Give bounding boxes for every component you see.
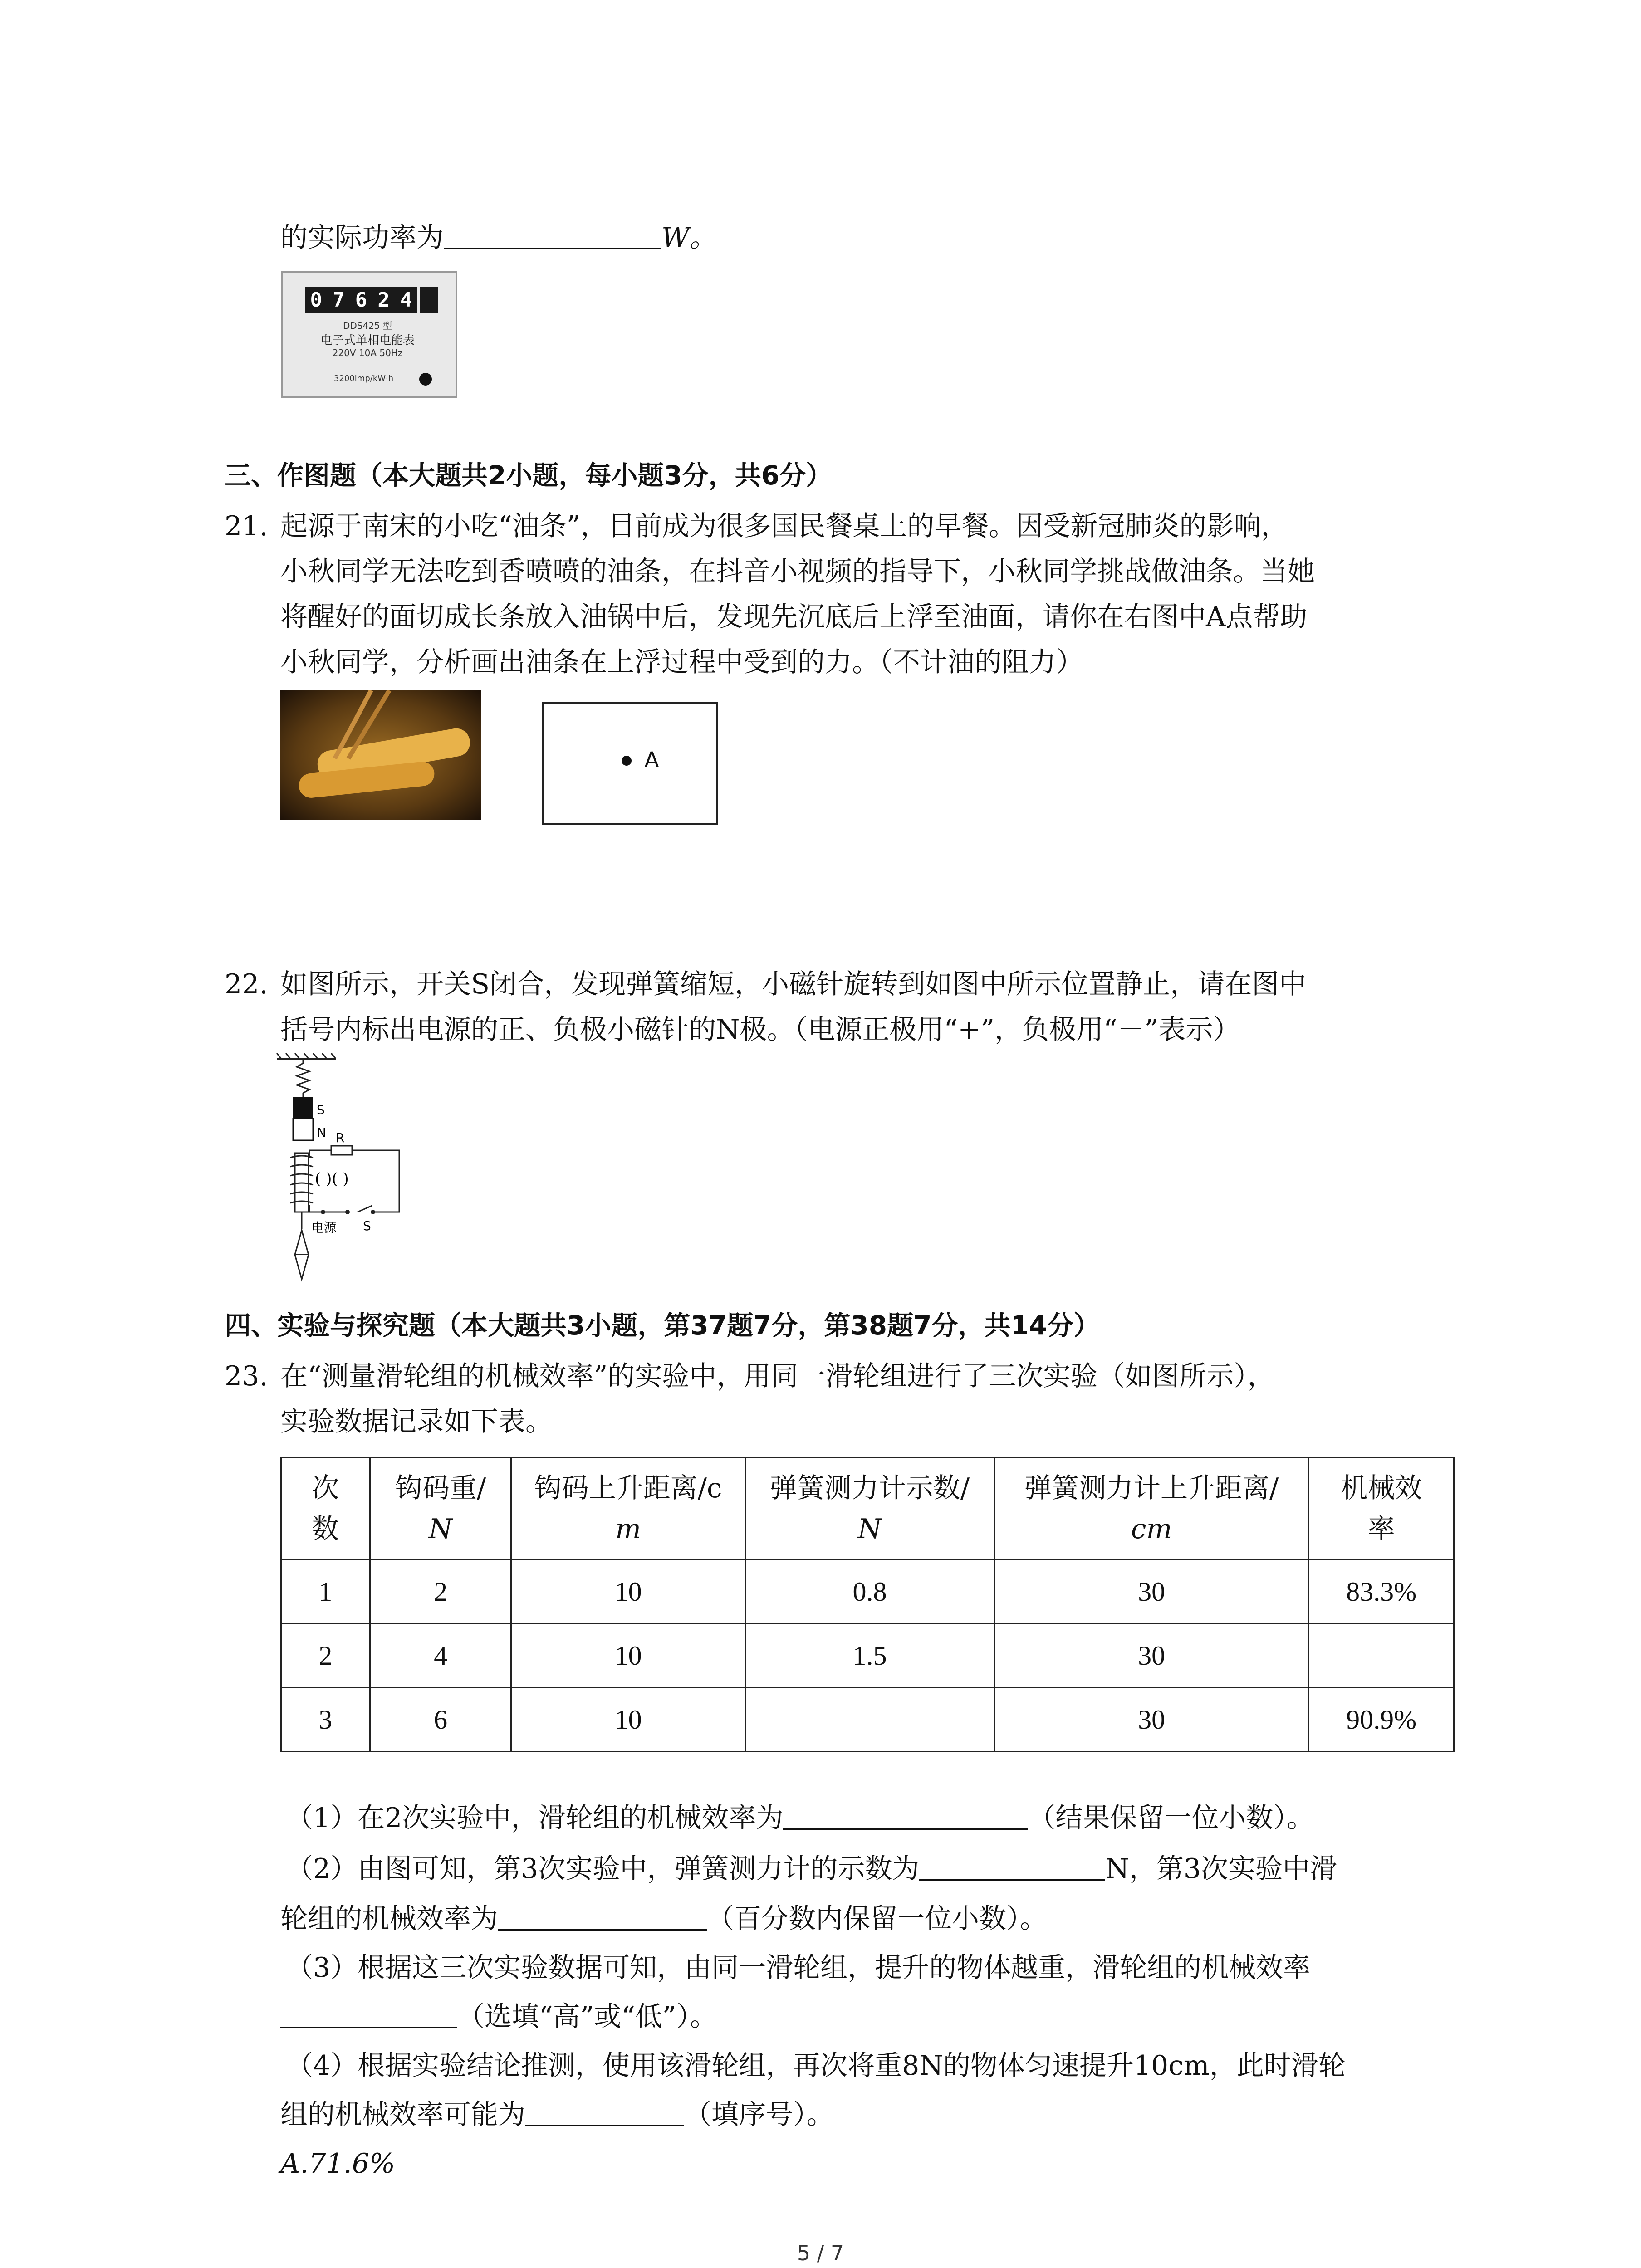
meter-digit: 0 (310, 288, 323, 312)
meter-kwh-icon (420, 287, 438, 313)
section-3-title: 三、作图题（本大题共2小题，每小题3分，共6分） (225, 460, 833, 491)
magnet-n-label: N (317, 1125, 326, 1140)
q23-sub4-line1: （4）根据实验结论推测，使用该滑轮组，再次将重8N的物体匀速提升10cm，此时滑轮 (286, 2050, 1346, 2082)
q23-line: 在“测量滑轮组的机械效率”的实验中，用同一滑轮组进行了三次实验（如图所示）， (280, 1360, 1275, 1392)
table-header-row (281, 1458, 1454, 1560)
table-cell-blank[interactable] (745, 1688, 994, 1752)
table-header-cell: 弹簧测力计上升距离/ cm (994, 1458, 1309, 1560)
meter-digit-window (305, 287, 417, 313)
q23-sub4-line2: 组的机械效率可能为 （填序号）。 (280, 2096, 834, 2134)
table-cell: 1.5 (745, 1624, 994, 1688)
resistor-label: R (336, 1130, 345, 1145)
table-row (281, 1688, 1454, 1752)
meter-spec: 220V 10A 50Hz (332, 347, 403, 358)
q23-sub4-blank[interactable] (525, 2097, 684, 2126)
q20-unit: W。 (661, 222, 717, 254)
table-header-cell: 机械效 率 (1309, 1458, 1454, 1560)
table-cell: 6 (370, 1688, 511, 1752)
meter-digit: 2 (377, 288, 390, 312)
q20-tail-line (280, 219, 717, 257)
q21-line: 将醒好的面切成长条放入油锅中后，发现先沉底后上浮至油面，请你在右图中A点帮助 (280, 601, 1308, 633)
q23-sub1-blank[interactable] (783, 1801, 1028, 1830)
table-cell: 2 (370, 1560, 511, 1624)
meter-rate: 3200imp/kW·h (334, 374, 394, 383)
switch-label: S (363, 1218, 371, 1233)
q23-sub2-blank-force[interactable] (919, 1852, 1105, 1881)
table-cell: 30 (994, 1688, 1309, 1752)
table-cell: 30 (994, 1624, 1309, 1688)
answer-brackets: ( )( ) (315, 1170, 349, 1188)
meter-digit: 4 (400, 288, 412, 312)
table-cell: 30 (994, 1560, 1309, 1624)
point-a-label: A (644, 748, 659, 773)
page-number: 5 / 7 (797, 2241, 844, 2265)
table-cell: 10 (511, 1560, 745, 1624)
q22-line: 如图所示，开关S闭合，发现弹簧缩短，小磁针旋转到如图中所示位置静止，请在图中 (280, 968, 1307, 1000)
table-header-cell: 钩码上升距离/c m (511, 1458, 745, 1560)
q21-line: 起源于南宋的小吃“油条”，目前成为很多国民餐桌上的早餐。因受新冠肺炎的影响， (280, 510, 1288, 542)
q20-answer-blank[interactable] (444, 220, 661, 249)
table-row (281, 1624, 1454, 1688)
table-header-cell: 钩码重/ N (370, 1458, 511, 1560)
table-cell: 2 (281, 1624, 370, 1688)
table-cell: 0.8 (745, 1560, 994, 1624)
experiment-data-table (280, 1457, 1455, 1752)
q20-tail-text: 的实际功率为 (280, 222, 444, 254)
electric-meter-image (281, 271, 457, 398)
drawing-box-a[interactable] (542, 702, 718, 825)
q23-sub2-line1: （2）由图可知，第3次实验中，弹簧测力计的示数为 N，第3次实验中滑 (286, 1850, 1337, 1888)
q23-option-a[interactable]: A.71.6% (280, 2148, 396, 2180)
q23-sub2-blank-efficiency[interactable] (498, 1901, 707, 1931)
fried-dough-photo (280, 690, 481, 820)
meter-digit: 6 (355, 288, 367, 312)
q21-line: 小秋同学，分析画出油条在上浮过程中受到的力。（不计油的阻力） (280, 646, 1083, 678)
power-source-label: 电源 (311, 1220, 337, 1235)
q23-number: 23. (225, 1360, 268, 1392)
q23-line: 实验数据记录如下表。 (280, 1406, 553, 1437)
q22-number: 22. (225, 968, 268, 1000)
section-4-title: 四、实验与探究题（本大题共3小题，第37题7分，第38题7分，共14分） (225, 1310, 1100, 1341)
table-cell: 1 (281, 1560, 370, 1624)
q23-sub3-line2: （选填“高”或“低”）。 (280, 1998, 717, 2036)
table-cell: 10 (511, 1688, 745, 1752)
q22-line: 括号内标出电源的正、负极小磁针的N极。（电源正极用“+”，负极用“－”表示） (280, 1014, 1240, 1046)
q21-line: 小秋同学无法吃到香喷喷的油条，在抖音小视频的指导下，小秋同学挑战做油条。当她 (280, 556, 1315, 587)
table-cell-blank[interactable] (1309, 1624, 1454, 1688)
q23-sub3-blank[interactable] (280, 1999, 457, 2028)
table-header-cell: 次 数 (281, 1458, 370, 1560)
meter-model: DDS425 型 (343, 320, 392, 331)
table-cell: 90.9% (1309, 1688, 1454, 1752)
q21-number: 21. (225, 510, 268, 542)
meter-name: 电子式单相电能表 (320, 334, 415, 347)
meter-digit: 7 (333, 288, 345, 312)
table-cell: 83.3% (1309, 1560, 1454, 1624)
q23-sub2-line2: 轮组的机械效率为 （百分数内保留一位小数）。 (280, 1900, 1047, 1938)
meter-indicator-icon (419, 373, 432, 386)
table-row (281, 1560, 1454, 1624)
table-cell: 10 (511, 1624, 745, 1688)
q23-sub3-line1: （3）根据这三次实验数据可知，由同一滑轮组，提升的物体越重，滑轮组的机械效率 (286, 1952, 1311, 1984)
point-a-dot (622, 756, 632, 766)
electromagnet-circuit-diagram[interactable] (268, 1052, 431, 1288)
magnet-s-label: S (317, 1102, 325, 1117)
table-header-cell: 弹簧测力计示数/ N (745, 1458, 994, 1560)
q23-sub1: （1）在2次实验中，滑轮组的机械效率为 （结果保留一位小数）。 (286, 1799, 1314, 1837)
table-cell: 4 (370, 1624, 511, 1688)
table-cell: 3 (281, 1688, 370, 1752)
